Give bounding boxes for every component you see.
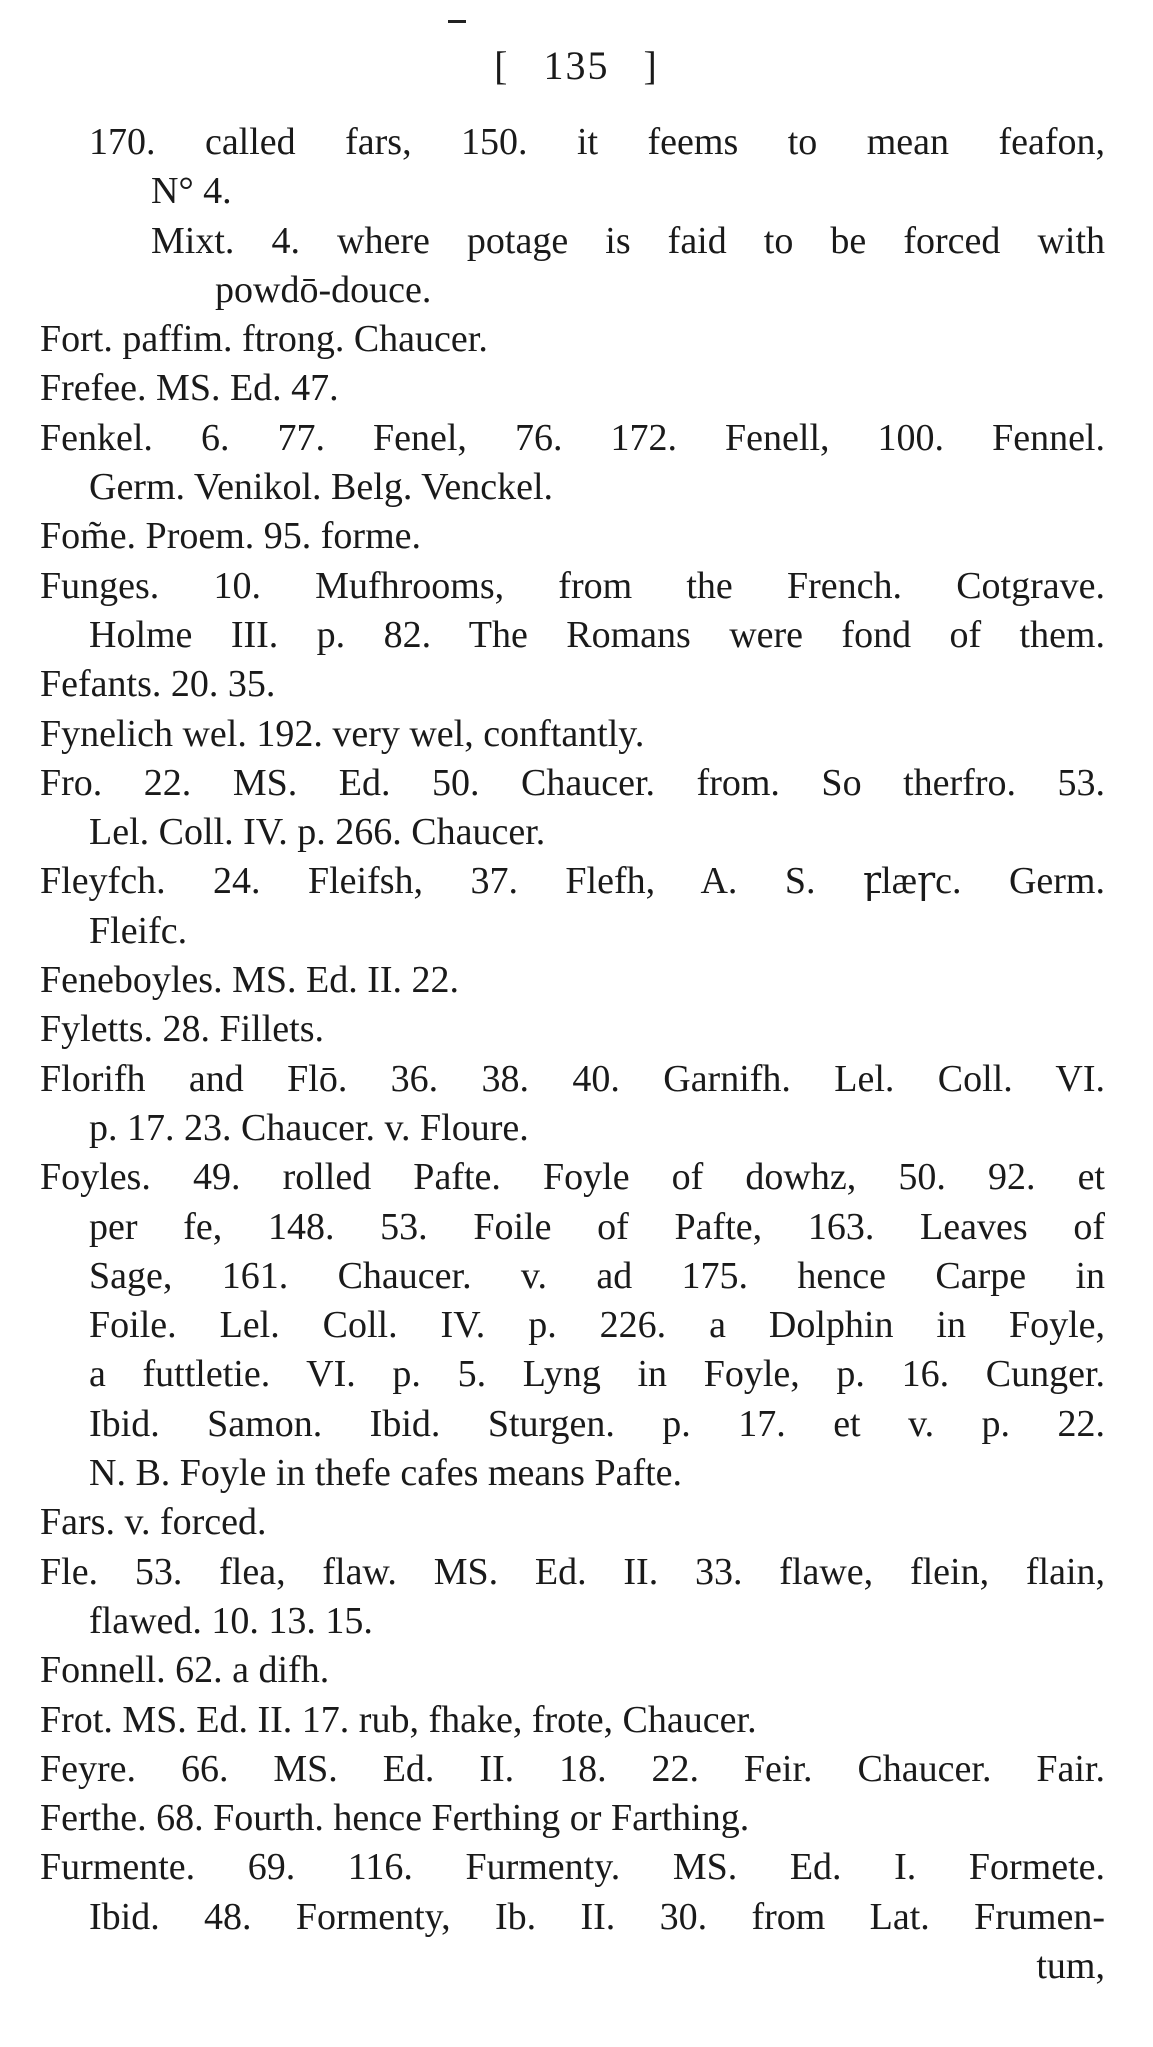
glossary-line: Fars. v. forced.	[40, 1501, 267, 1544]
glossary-line: Fle. 53. flea, flaw. MS. Ed. II. 33. flawe, flein, flain,	[40, 1550, 1105, 1593]
glossary-line: powdō-douce.	[215, 268, 432, 311]
glossary-line: a futtletie. VI. p. 5. Lyng in Foyle, p. 16. Cunger.	[89, 1353, 1105, 1396]
glossary-line: Holme III. p. 82. The Romans were fond of them.	[89, 613, 1105, 656]
glossary-line: Fort. paffim. ftrong. Chaucer.	[40, 318, 488, 361]
glossary-line: Florifh and Flō. 36. 38. 40. Garnifh. Lel. Coll. VI.	[40, 1057, 1105, 1100]
glossary-line: Feneboyles. MS. Ed. II. 22.	[40, 959, 460, 1002]
printer-mark	[448, 20, 466, 23]
glossary-line: Germ. Venikol. Belg. Venckel.	[89, 466, 554, 509]
glossary-line: Frot. MS. Ed. II. 17. rub, fhake, frote, Chaucer.	[40, 1698, 757, 1741]
glossary-line: p. 17. 23. Chaucer. v. Floure.	[89, 1106, 529, 1149]
glossary-line: Fonnell. 62. a difh.	[40, 1649, 330, 1692]
glossary-line: per fe, 148. 53. Foile of Pafte, 163. Leaves of	[89, 1205, 1105, 1248]
glossary-line: Fleifc.	[89, 909, 188, 952]
glossary-line: tum,	[1036, 1944, 1105, 1987]
glossary-line: Ibid. Samon. Ibid. Sturgen. p. 17. et v. p. 22.	[89, 1402, 1105, 1445]
glossary-line: 170. called fars, 150. it feems to mean feafon,	[89, 121, 1105, 163]
close-bracket: ]	[643, 43, 659, 88]
glossary-line: Fleyfch. 24. Fleifsh, 37. Flefh, A. S. ꝼlæꞅc. Germ.	[40, 860, 1105, 903]
glossary-line: N° 4.	[151, 170, 232, 213]
glossary-line: N. B. Foyle in thefe cafes means Pafte.	[89, 1452, 683, 1495]
glossary-line: Fenkel. 6. 77. Fenel, 76. 172. Fenell, 100. Fennel.	[40, 416, 1105, 459]
glossary-line: Ferthe. 68. Fourth. hence Ferthing or Farthing.	[40, 1797, 750, 1840]
glossary-line: Furmente. 69. 116. Furmenty. MS. Ed. I. Formete.	[40, 1846, 1105, 1889]
glossary-line: flawed. 10. 13. 15.	[89, 1599, 373, 1642]
glossary-line: Feyre. 66. MS. Ed. II. 18. 22. Feir. Chaucer. Fair.	[40, 1747, 1105, 1790]
glossary-line: Fynelich wel. 192. very wel, conftantly.	[40, 712, 645, 755]
glossary-line: Sage, 161. Chaucer. v. ad 175. hence Carpe in	[89, 1254, 1105, 1297]
glossary-line: Mixt. 4. where potage is faid to be forced with	[151, 219, 1105, 262]
glossary-line: Fro. 22. MS. Ed. 50. Chaucer. from. So therfro. 53.	[40, 761, 1105, 804]
glossary-line: Foile. Lel. Coll. IV. p. 226. a Dolphin in Foyle,	[89, 1304, 1105, 1347]
glossary-line: Lel. Coll. IV. p. 266. Chaucer.	[89, 811, 546, 854]
open-bracket: [	[494, 43, 510, 88]
glossary-line: Ibid. 48. Formenty, Ib. II. 30. from Lat. Frumen-	[89, 1895, 1105, 1938]
glossary-line: Fom̃e. Proem. 95. forme.	[40, 515, 422, 558]
glossary-line: Funges. 10. Mufhrooms, from the French. Cotgrave.	[40, 564, 1105, 607]
glossary-line: Fefants. 20. 35.	[40, 663, 276, 706]
glossary-line: Frefee. MS. Ed. 47.	[40, 367, 339, 410]
page-header	[0, 42, 1153, 89]
glossary-line: Fyletts. 28. Fillets.	[40, 1008, 324, 1051]
glossary-text	[40, 118, 1105, 1991]
glossary-line: Foyles. 49. rolled Pafte. Foyle of dowhz, 50. 92. et	[40, 1156, 1105, 1199]
page-number: 135	[543, 43, 610, 88]
